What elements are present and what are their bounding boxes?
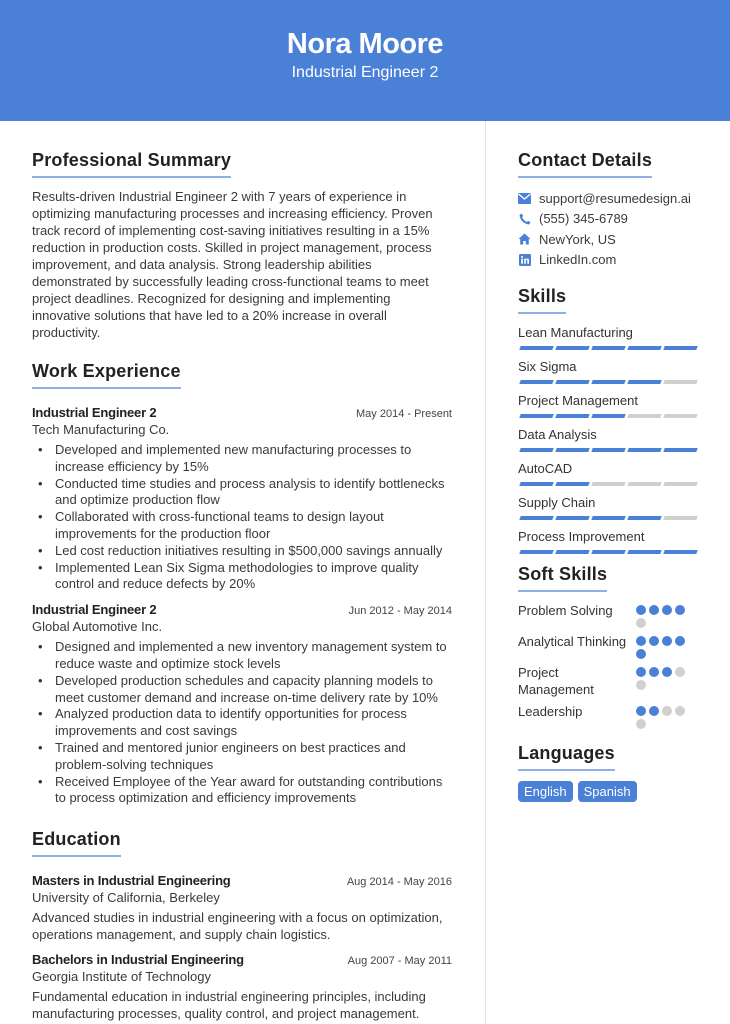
skill-level-segment <box>663 448 697 452</box>
language-tag: English <box>518 781 573 802</box>
skill-level-segment <box>627 346 661 350</box>
skill-level-segment <box>627 380 661 384</box>
skill-level-segment <box>555 346 589 350</box>
education-entry <box>32 952 452 1022</box>
skill-level-bar <box>518 380 708 384</box>
summary-section <box>32 150 452 341</box>
soft-skill-row <box>518 703 708 729</box>
skill-level-segment <box>591 550 625 554</box>
skill-level-bar <box>518 516 708 520</box>
phone-icon <box>518 212 531 225</box>
skill-level-bar <box>518 550 708 554</box>
experience-section <box>32 361 452 807</box>
bullet-item: • Implemented Lean Six Sigma methodologies to improve quality control and reduce defects by 20% <box>55 560 452 594</box>
skill-level-segment <box>555 482 589 486</box>
education-entry <box>32 873 452 943</box>
skill-level-segment <box>555 516 589 520</box>
job-title: Industrial Engineer 2 <box>32 602 157 618</box>
skill-level-segment <box>591 482 625 486</box>
section-title: Languages <box>518 743 615 771</box>
skill-level-bar <box>518 448 708 452</box>
skill-level-segment <box>519 448 553 452</box>
bullet-item: • Designed and implemented a new inventory management system to reduce waste and optimize stock levels <box>55 639 452 673</box>
skill-level-bar <box>518 482 708 486</box>
rating-dot <box>662 636 672 646</box>
rating-dot <box>675 667 685 677</box>
soft-skills-section <box>518 564 708 729</box>
education-dates: Aug 2014 - May 2016 <box>346 876 452 889</box>
skill-level-segment <box>627 550 661 554</box>
skill-level-segment <box>663 516 697 520</box>
rating-dot <box>675 636 685 646</box>
home-icon <box>518 233 531 246</box>
bullet-item: • Received Employee of the Year award for outstanding contributions to process optimization and efficiency improvements <box>55 774 452 808</box>
language-tags <box>518 781 708 802</box>
contact-text: NewYork, US <box>539 231 616 247</box>
soft-skill-row <box>518 633 708 659</box>
bullet-item: • Trained and mentored junior engineers on best practices and problem-solving techniques <box>55 740 452 774</box>
section-title: Work Experience <box>32 361 181 389</box>
education-dates: Aug 2007 - May 2011 <box>347 955 452 968</box>
skill-level-segment <box>627 448 661 452</box>
rating-dot <box>649 636 659 646</box>
skill-name: Six Sigma <box>518 359 577 374</box>
skill-level-bar <box>518 346 708 350</box>
rating-dot <box>675 706 685 716</box>
rating-dot <box>662 667 672 677</box>
skill-level-segment <box>627 516 661 520</box>
summary-text: Results-driven Industrial Engineer 2 with 7 years of experience in optimizing manufacturing processes and increasing efficiency. Proven track record of implementing cost-saving initiatives resulting in a 15% reduction in production costs. Skilled in project management, process improvement, and data analysis. Strong leadership abilities demonstrated by successfully leading cross-functional teams to meet project deadlines. Recognized for designing and implementing innovative solutions that have led to a 20% increase in overall productivity. <box>32 189 433 340</box>
rating-dot <box>636 667 646 677</box>
contact-text: support@resumedesign.ai <box>539 190 691 206</box>
job-entry <box>32 602 452 807</box>
soft-skill-name: Analytical Thinking <box>518 634 627 649</box>
skill-name: Lean Manufacturing <box>518 325 633 340</box>
contact-phone[interactable] <box>518 209 708 230</box>
contact-location <box>518 229 708 250</box>
skill-level-segment <box>519 414 553 418</box>
rating-dot <box>636 719 646 729</box>
section-title: Soft Skills <box>518 564 607 592</box>
linkedin-icon <box>518 253 531 266</box>
rating-dot <box>636 680 646 690</box>
rating-dot <box>662 706 672 716</box>
bullet-item: • Analyzed production data to identify opportunities for process improvements and cost savings <box>55 706 452 740</box>
skill-level-segment <box>555 550 589 554</box>
candidate-title: Industrial Engineer 2 <box>291 64 439 81</box>
job-entry <box>32 405 452 593</box>
rating-dot <box>649 605 659 615</box>
candidate-name: Nora Moore <box>286 28 444 60</box>
rating-dot <box>636 636 646 646</box>
skill-level-segment <box>519 346 553 350</box>
soft-skill-rating <box>636 703 688 729</box>
rating-dot <box>649 706 659 716</box>
job-company: Global Automotive Inc. <box>32 619 163 635</box>
soft-skill-rating <box>636 633 688 659</box>
skills-list <box>518 324 708 554</box>
education-section <box>32 829 452 1022</box>
job-bullets <box>32 442 452 593</box>
education-description: Fundamental education in industrial engineering principles, including manufacturing processes, quality control, and project management. <box>32 989 426 1022</box>
languages-section <box>518 743 708 802</box>
skill-name: AutoCAD <box>518 461 573 476</box>
resume-header <box>0 0 730 121</box>
skill-level-segment <box>627 414 661 418</box>
skill-level-segment <box>591 380 625 384</box>
skill-name: Supply Chain <box>518 495 596 510</box>
contact-linkedin[interactable] <box>518 250 708 271</box>
rating-dot <box>662 605 672 615</box>
section-title: Professional Summary <box>32 150 231 178</box>
bullet-item: • Collaborated with cross-functional teams to design layout improvements for the production floor <box>55 509 452 543</box>
skill-name: Project Management <box>518 393 638 408</box>
rating-dot <box>636 649 646 659</box>
education-description: Advanced studies in industrial engineering with a focus on optimization, operations management, and supply chain logistics. <box>32 910 443 943</box>
skill-level-segment <box>663 482 697 486</box>
soft-skill-rating <box>636 664 688 690</box>
sidebar-column <box>518 150 708 802</box>
bullet-item: • Developed production schedules and capacity planning models to meet customer demand and increase on-time delivery rate by 10% <box>55 673 452 707</box>
envelope-icon <box>518 192 531 205</box>
language-tag: Spanish <box>578 781 637 802</box>
skill-level-segment <box>663 346 697 350</box>
section-title: Skills <box>518 286 566 314</box>
degree-title: Masters in Industrial Engineering <box>32 873 231 889</box>
skill-level-segment <box>663 380 697 384</box>
soft-skill-name: Problem Solving <box>518 603 613 618</box>
skill-level-segment <box>591 414 625 418</box>
bullet-item: • Led cost reduction initiatives resulting in $500,000 savings annually <box>55 543 452 560</box>
main-column <box>32 150 452 1022</box>
section-title: Contact Details <box>518 150 652 178</box>
school-name: Georgia Institute of Technology <box>32 969 211 985</box>
skill-level-segment <box>555 448 589 452</box>
contact-email[interactable] <box>518 188 708 209</box>
skill-name: Process Improvement <box>518 529 645 544</box>
skill-level-segment <box>519 550 553 554</box>
skill-level-segment <box>663 414 697 418</box>
contact-text: (555) 345-6789 <box>539 211 628 227</box>
bullet-item: • Developed and implemented new manufacturing processes to increase efficiency by 15% <box>55 442 452 476</box>
contact-text: LinkedIn.com <box>539 252 617 268</box>
skill-level-segment <box>555 380 589 384</box>
soft-skill-row <box>518 664 708 698</box>
job-company: Tech Manufacturing Co. <box>32 422 170 437</box>
soft-skills-list <box>518 602 708 729</box>
section-title: Education <box>32 829 121 857</box>
skill-level-segment <box>519 482 553 486</box>
rating-dot <box>636 706 646 716</box>
bullet-item: • Conducted time studies and process analysis to identify bottlenecks and optimize production flow <box>55 476 452 510</box>
rating-dot <box>675 605 685 615</box>
skills-section <box>518 286 708 554</box>
skill-name: Data Analysis <box>518 427 597 442</box>
job-bullets <box>32 639 452 807</box>
skill-level-segment <box>591 448 625 452</box>
skill-level-segment <box>663 550 697 554</box>
skill-level-segment <box>519 516 553 520</box>
column-divider <box>485 121 486 1024</box>
soft-skill-rating <box>636 602 688 628</box>
rating-dot <box>636 618 646 628</box>
contact-section <box>518 150 708 270</box>
rating-dot <box>649 667 659 677</box>
job-dates: May 2014 - Present <box>356 408 452 420</box>
job-title: Industrial Engineer 2 <box>32 405 157 420</box>
skill-level-segment <box>591 516 625 520</box>
soft-skill-name: Project Management <box>518 665 594 697</box>
job-dates: Jun 2012 - May 2014 <box>348 605 452 618</box>
skill-level-segment <box>591 346 625 350</box>
rating-dot <box>636 605 646 615</box>
school-name: University of California, Berkeley <box>32 890 220 906</box>
skill-level-segment <box>627 482 661 486</box>
skill-level-bar <box>518 414 708 418</box>
degree-title: Bachelors in Industrial Engineering <box>32 952 244 968</box>
soft-skill-row <box>518 602 708 628</box>
skill-level-segment <box>519 380 553 384</box>
skill-level-segment <box>555 414 589 418</box>
soft-skill-name: Leadership <box>518 704 583 719</box>
